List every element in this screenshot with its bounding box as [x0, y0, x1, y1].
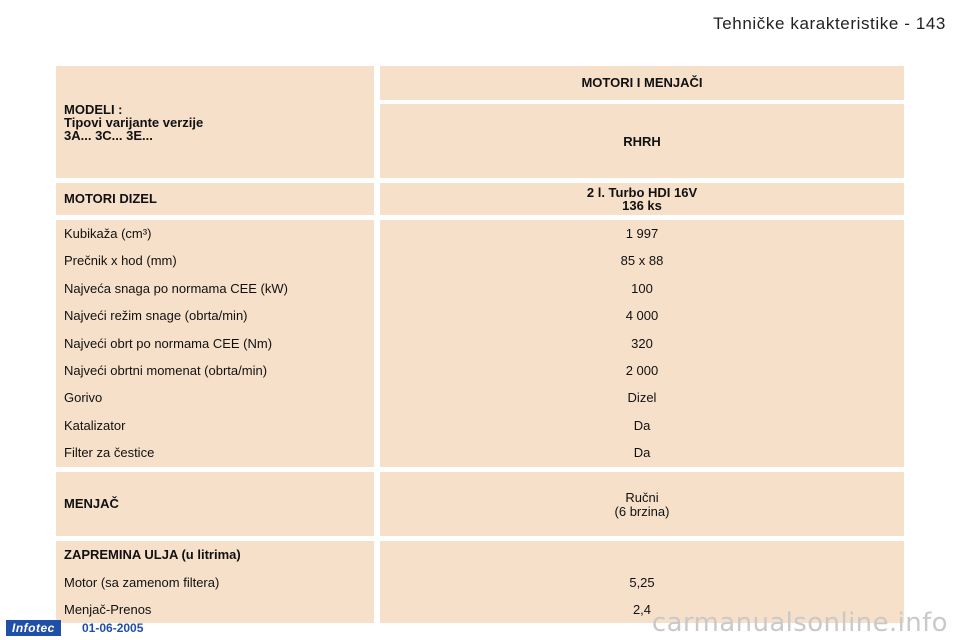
watermark: carmanualsonline.info — [651, 608, 948, 638]
gearbox-type: Ručni — [625, 490, 659, 506]
spec-label: Gorivo — [64, 390, 103, 406]
spec-value: 85 x 88 — [620, 253, 664, 269]
type-code-cell — [380, 104, 904, 178]
oil-title-spacer — [380, 547, 904, 574]
gearbox-value-cell — [380, 472, 904, 536]
engines-header-cell — [380, 66, 904, 100]
spec-label: Katalizator — [64, 417, 126, 433]
specs-labels — [56, 220, 374, 467]
engine-power: 136 ks — [622, 198, 662, 213]
page-header: Tehničke karakteristike - 143 — [713, 14, 946, 33]
oil-title: ZAPREMINA ULJA (u litrima) — [64, 547, 241, 563]
spec-value: Da — [633, 445, 651, 461]
oil-value: 2,4 — [632, 601, 652, 617]
models-right-stack — [380, 66, 904, 178]
gearbox-row — [56, 472, 904, 536]
infotec-logo: Infotec — [6, 620, 61, 636]
spec-label: Najveća snaga po normama CEE (kW) — [64, 280, 288, 296]
oil-label: Menjač-Prenos — [64, 601, 152, 617]
footer-date: 01-06-2005 — [82, 621, 144, 635]
spec-value: 1 997 — [625, 226, 659, 241]
models-row — [56, 66, 904, 178]
spec-label: Najveći obrt po normama CEE (Nm) — [64, 335, 273, 351]
diesel-label: MOTORI DIZEL — [64, 191, 157, 206]
spec-label: Filter za čestice — [64, 445, 155, 461]
oil-label: Motor (sa zamenom filtera) — [64, 574, 220, 590]
spec-value: Da — [633, 417, 651, 433]
spec-table — [56, 66, 904, 623]
models-label: MODELI : — [64, 101, 123, 117]
gearbox-label: MENJAČ — [64, 496, 119, 512]
diesel-row — [56, 183, 904, 215]
oil-value: 5,25 — [629, 574, 655, 590]
engines-header: MOTORI I MENJAČI — [581, 75, 703, 90]
models-variants-label: Tipovi varijante verzije — [64, 114, 204, 130]
spec-value: 2 000 — [625, 362, 659, 378]
diesel-label-cell — [56, 183, 374, 215]
spec-value: 100 — [631, 280, 653, 296]
spec-value: Dizel — [627, 390, 657, 406]
specs-row — [56, 220, 904, 467]
spec-value: 4 000 — [625, 308, 659, 324]
models-codes-label: 3A... 3C... 3E... — [64, 127, 153, 143]
oil-labels — [56, 541, 374, 623]
specs-values — [380, 220, 904, 467]
type-code: RHRH — [623, 133, 661, 149]
gearbox-label-cell — [56, 472, 374, 536]
models-cell — [56, 66, 374, 178]
spec-label: Prečnik x hod (mm) — [64, 253, 177, 269]
spec-value: 320 — [631, 335, 653, 351]
engine-name: 2 l. Turbo HDI 16V — [586, 185, 698, 200]
gearbox-speeds: (6 brzina) — [614, 504, 670, 520]
spec-label: Kubikaža (cm³) — [64, 226, 152, 241]
diesel-engine-cell — [380, 183, 904, 215]
spec-label: Najveći režim snage (obrta/min) — [64, 308, 248, 324]
spec-label: Najveći obrtni momenat (obrta/min) — [64, 362, 268, 378]
